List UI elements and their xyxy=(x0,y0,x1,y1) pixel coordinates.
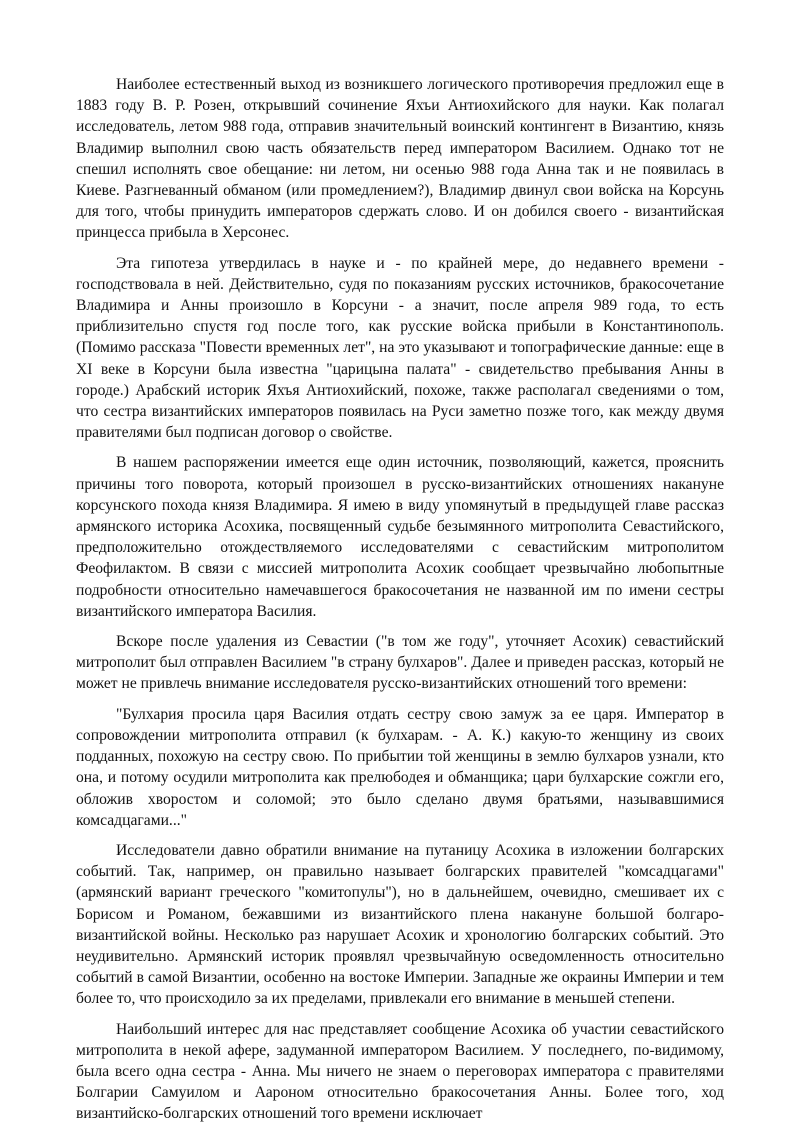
paragraph-4: Вскоре после удаления из Севастии ("в том же году", уточняет Асохик) севастийский митрополит был отправлен Василием "в страну булхаров". Далее и приведен рассказ, который не может не привлечь внимание исследователя русско-византийских отношений того времени: xyxy=(76,633,724,693)
quote-paragraph: "Булхария просила царя Василия отдать сестру свою замуж за ее царя. Император в сопровождении митрополита отправил (к булхарам. - А. К.) какую-то женщину из своих подданных, похожую на сестру свою. По прибытии той женщины в землю булхаров узнали, кто она, и потому осудили митрополита как прелюбодея и обманщика; цари булхарские сожгли его, обложив хворостом и соломой; это было сделано двумя братьями, называвшимися комсадцагами..." xyxy=(76,705,724,829)
paragraph-7: Наибольший интерес для нас представляет сообщение Асохика об участии севастийского митрополита в некой афере, задуманной императором Василием. У последнего, по-видимому, была всего одна сестра - Анна. Мы ничего не знаем о переговорах императора с правителями Болгарии Самуилом и Аароном относительно бракосочетания Анны. Более того, ход византийско-болгарских отношений того времени исключает xyxy=(76,1020,724,1123)
paragraph-1: Наиболее естественный выход из возникшего логического противоречия предложил еще в 1883 году В. Р. Розен, открывший сочинение Яхъи Антиохийского для науки. Как полагал исследователь, летом 988 года, отправив значительный воинский контингент в Византию, князь Владимир выполнил свою часть обязательств перед императором Василием. Однако тот не спешил исполнять свое обещание: ни летом, ни осенью 988 года Анна так и не появилась в Киеве. Разгневанный обманом (или промедлением?), Владимир двинул свои войска на Корсунь для того, чтобы принудить императоров сдержать слово. И он добился своего - византийская принцесса прибыла в Херсонес. xyxy=(76,76,724,242)
document-page xyxy=(76,74,724,1134)
paragraph-6: Исследователи давно обратили внимание на путаницу Асохика в изложении болгарских событий. Так, например, он правильно называет болгарских правителей "комсадцагами" (армянский вариант греческого "комитопулы"), но в дальнейшем, очевидно, смешивает их с Борисом и Романом, бежавшими из византийского плена накануне большой болгаро-византийской войны. Несколько раз нарушает Асохик и хронологию болгарских событий. Это неудивительно. Армянский историк проявлял чрезвычайную осведомленность относительно событий в самой Византии, особенно на востоке Империи. Западные же окраины Империи и тем более то, что происходило за их пределами, привлекали его внимание в меньшей степени. xyxy=(76,841,724,1008)
paragraph-3: В нашем распоряжении имеется еще один источник, позволяющий, кажется, прояснить причины того поворота, который произошел в русско-византийских отношениях накануне корсунского похода князя Владимира. Я имею в виду упомянутый в предыдущей главе рассказ армянского историка Асохика, посвященный судьбе безымянного митрополита Севастийского, предположительно отождествляемого исследователями с севастийским митрополитом Феофилактом. В связи с миссией митрополита Асохик сообщает чрезвычайно любопытные подробности относительно намечавшегося бракосочетания не названной им по имени сестры византийского императора Василия. xyxy=(76,454,724,620)
paragraph-2: Эта гипотеза утвердилась в науке и - по крайней мере, до недавнего времени - господствовала в ней. Действительно, судя по показаниям русских источников, бракосочетание Владимира и Анны произошло в Корсуни - а значит, после апреля 989 года, то есть приблизительно спустя год после того, как русские войска прибыли в Константинополь. (Помимо рассказа "Повести временных лет", на это указывают и топографические данные: еще в XI веке в Корсуни была известна "царицына палата" - свидетельство пребывания Анны в городе.) Арабский историк Яхъя Антиохийский, похоже, также располагал сведениями о том, что сестра византийских императоров появилась на Руси заметно позже того, как между двумя правителями был подписан договор о свойстве. xyxy=(76,254,724,442)
